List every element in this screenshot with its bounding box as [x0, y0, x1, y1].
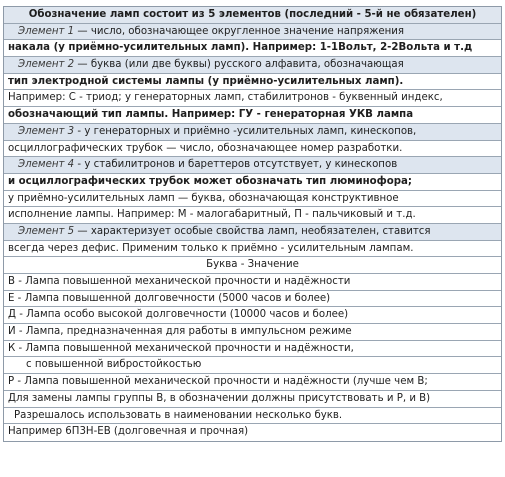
- row-text: обозначающий тип лампы. Например: ГУ - генераторная УКВ лампа: [8, 109, 414, 121]
- row-text: Для замены лампы группы В, в обозначении должны присутствовать и Р, и В): [8, 392, 431, 404]
- row-text: - у стабилитронов и бареттеров отсутствует, у кинескопов: [74, 159, 398, 171]
- row-text: всегда через дефис. Применим только к приёмно - усилительным лампам.: [8, 242, 414, 254]
- row-text: — буква (или две буквы) русского алфавита, обозначающая: [74, 59, 404, 71]
- table-row: [4, 191, 501, 208]
- row-text: с повышенной вибростойкостью: [26, 359, 202, 371]
- table-row: [4, 408, 501, 425]
- row-text: Обозначение ламп состоит из 5 элементов (последний - 5-й не обязателен): [28, 9, 477, 20]
- letter-value-header: [4, 257, 501, 274]
- table-row: [4, 74, 501, 91]
- table-row: [4, 291, 501, 308]
- row-text: тип электродной системы лампы (у приёмно-усилительных ламп).: [8, 75, 404, 87]
- row-text: — характеризует особые свойства ламп, необязателен, ставится: [74, 225, 431, 237]
- table-row: [4, 241, 501, 258]
- table-row: [4, 274, 501, 291]
- table-row: [4, 357, 501, 374]
- row-text: - у генераторных и приёмно -усилительных ламп, кинескопов,: [74, 125, 417, 137]
- table-row: [4, 107, 501, 124]
- table-row: [4, 224, 501, 241]
- element-label: Элемент 5: [18, 225, 75, 237]
- row-text: Например: С - триод; у генераторных ламп, стабилитронов - буквенный индекс,: [8, 92, 443, 104]
- row-text: В - Лампа повышенной механической прочности и надёжности: [8, 276, 351, 287]
- table-row: [4, 374, 501, 391]
- row-text: Например 6П3Н-ЕВ (долговечная и прочная): [8, 426, 249, 438]
- table-header: [4, 7, 501, 24]
- lamp-designation-table: [3, 6, 502, 442]
- table-row: [4, 24, 501, 41]
- element-label: Элемент 1: [18, 25, 75, 37]
- row-text: Р - Лампа повышенной механической прочности и надёжности (лучше чем В;: [8, 376, 428, 388]
- row-text: и осциллографических трубок может обозначать тип люминофора;: [8, 175, 412, 187]
- table-row: [4, 124, 501, 141]
- table-row: [4, 307, 501, 324]
- row-text: — число, обозначающее округленное значение напряжения: [74, 25, 405, 37]
- table-row: [4, 207, 501, 224]
- table-row: [4, 341, 501, 358]
- row-text: у приёмно-усилительных ламп — буква, обозначающая конструктивное: [8, 192, 399, 204]
- element-label: Элемент 4: [18, 159, 75, 171]
- table-row: [4, 90, 501, 107]
- table-row: [4, 324, 501, 341]
- row-text: Д - Лампа особо высокой долговечности (10000 часов и более): [8, 309, 349, 321]
- row-text: Разрешалось использовать в наименовании несколько букв.: [14, 409, 343, 421]
- row-text: исполнение лампы. Например: М - малогабаритный, П - пальчиковый и т.д.: [8, 209, 416, 221]
- row-text: осциллографических трубок — число, обозначающее номер разработки.: [8, 142, 403, 154]
- row-text: накала (у приёмно-усилительных ламп). Например: 1-1Вольт, 2-2Вольта и т.д: [8, 42, 473, 54]
- row-text: К - Лампа повышенной механической прочности и надёжности,: [8, 342, 354, 354]
- element-label: Элемент 3: [18, 125, 75, 137]
- table-row: [4, 174, 501, 191]
- table-row: [4, 141, 501, 158]
- row-text: Е - Лампа повышенной долговечности (5000 часов и более): [8, 292, 331, 304]
- table-row: [4, 157, 501, 174]
- row-text: Буква - Значение: [206, 259, 299, 271]
- element-label: Элемент 2: [18, 59, 75, 71]
- table-row: [4, 57, 501, 74]
- table-row: [4, 424, 501, 441]
- table-row: [4, 391, 501, 408]
- table-row: [4, 40, 501, 57]
- row-text: И - Лампа, предназначенная для работы в импульсном режиме: [8, 326, 352, 338]
